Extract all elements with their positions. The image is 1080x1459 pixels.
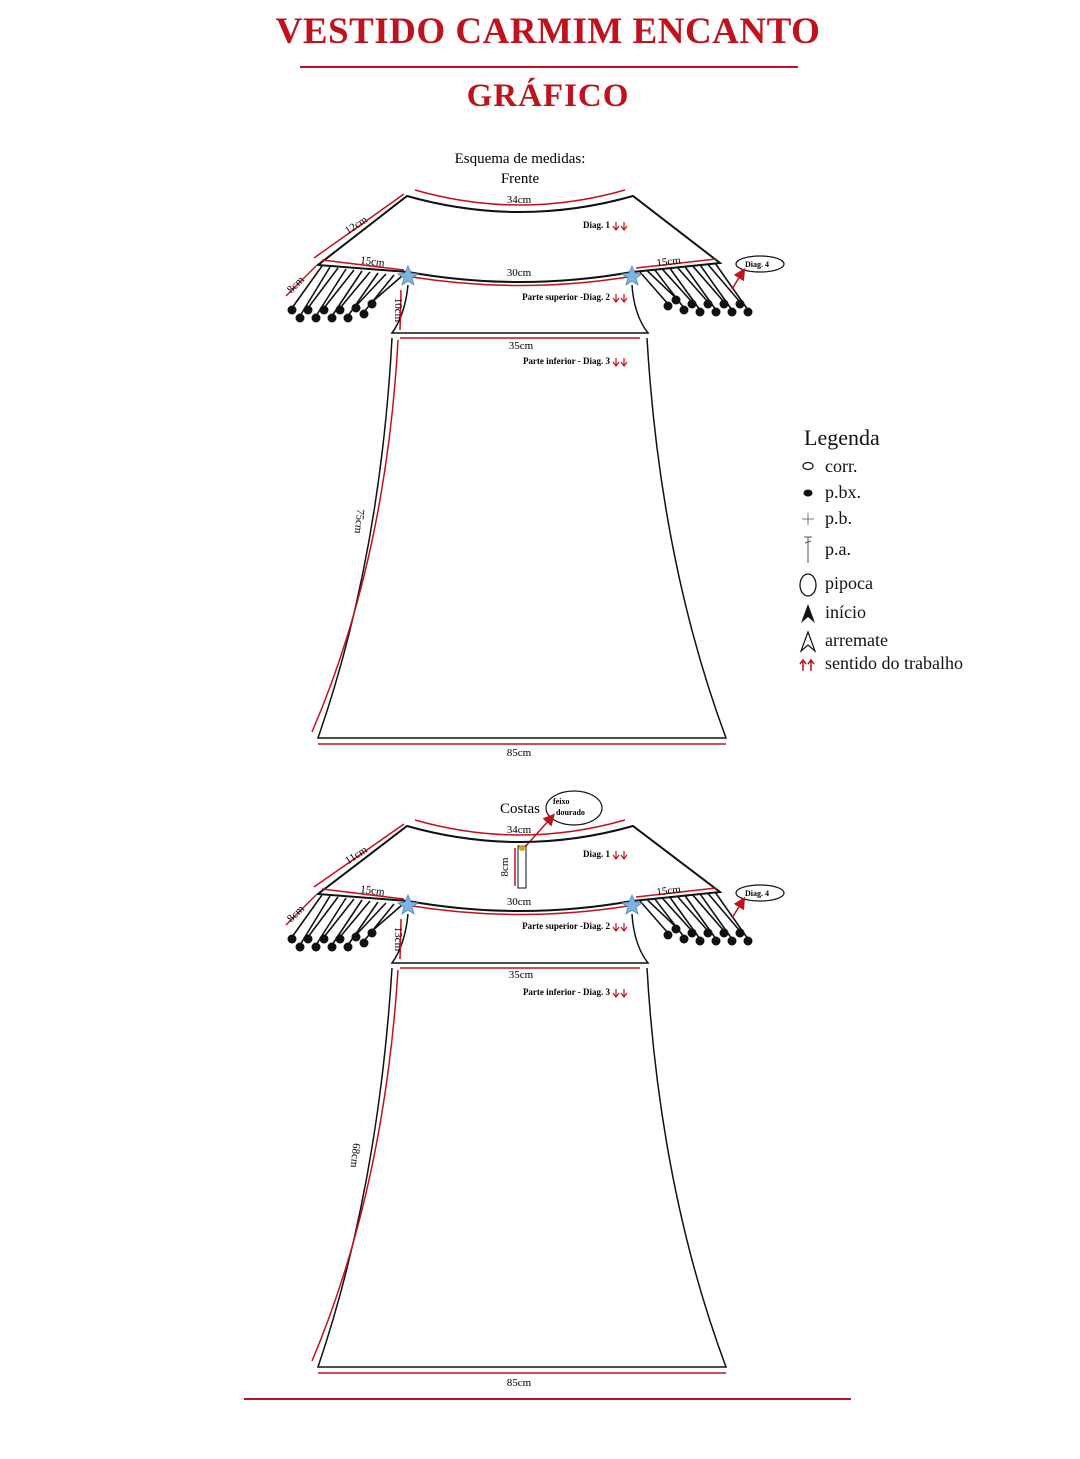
popcorn-bobble <box>288 306 297 315</box>
popcorn-bobble <box>312 943 321 952</box>
start-arrow-icon <box>798 602 820 626</box>
popcorn-bobble <box>328 943 337 952</box>
legend-label-single: p.b. <box>825 508 852 528</box>
back-marker-right <box>622 895 642 914</box>
back-upper-height-label: 13cm <box>392 926 404 952</box>
front-schema <box>285 151 784 759</box>
legend-label-finish: arremate <box>825 630 888 650</box>
popcorn-bobble <box>312 314 321 323</box>
popcorn-bobble <box>712 308 721 317</box>
popcorn-bobble <box>696 937 705 946</box>
popcorn-bobble <box>664 931 673 940</box>
back-skirt-length-label: 68cm <box>347 1142 363 1169</box>
back-opening <box>518 846 526 888</box>
back-waist-label: 35cm <box>508 969 534 981</box>
chain-stitch-icon <box>798 456 820 480</box>
popcorn-bobble <box>680 935 689 944</box>
legend-label-chain: corr. <box>825 456 858 476</box>
back-diag2-label: Parte superior -Diag. 2 <box>522 921 610 931</box>
front-heading: Esquema de medidas: <box>454 151 586 167</box>
back-clasp-label-2: dourado <box>556 808 585 817</box>
popcorn-bobble <box>352 304 361 313</box>
back-marker-left <box>398 895 418 914</box>
front-sleeve-left-label: 15cm <box>359 254 386 270</box>
back-right-sleeve-fringe <box>640 892 753 946</box>
popcorn-bobble <box>680 306 689 315</box>
page-subtitle: GRÁFICO <box>466 78 630 114</box>
back-neck-label: 34cm <box>506 824 532 836</box>
front-marker-right <box>622 266 642 285</box>
popcorn-bobble <box>304 935 313 944</box>
front-left-sleeve-fringe <box>288 266 403 323</box>
popcorn-bobble <box>288 935 297 944</box>
front-shoulder-label: 12cm <box>342 213 370 238</box>
popcorn-bobble <box>320 306 329 315</box>
back-sleeve-depth-label: 8cm <box>284 902 307 925</box>
popcorn-bobble <box>304 306 313 315</box>
popcorn-bobble <box>368 929 377 938</box>
popcorn-bobble <box>296 943 305 952</box>
front-diag1-arrows-icon <box>613 222 627 230</box>
popcorn-bobble <box>368 300 377 309</box>
front-diag4-arrow-icon <box>732 273 742 289</box>
back-view-label: Costas <box>499 801 541 817</box>
back-diag1-label: Diag. 1 <box>583 849 610 859</box>
front-diag2-label: Parte superior -Diag. 2 <box>522 292 610 302</box>
back-shoulder-label: 11cm <box>343 843 370 868</box>
popcorn-bobble <box>320 935 329 944</box>
front-diag1-label: Diag. 1 <box>583 220 610 230</box>
legend-label-double: p.a. <box>825 539 851 559</box>
back-diag2-arrows-icon <box>613 923 627 931</box>
legend-label-direction: sentido do trabalho <box>825 653 963 673</box>
back-diag4-label: Diag. 4 <box>745 889 769 898</box>
legend-title: Legenda <box>804 425 880 450</box>
back-clasp-label-1: feixo <box>553 797 570 806</box>
back-diag1-arrows-icon <box>613 851 627 859</box>
back-hem-label: 85cm <box>506 1377 532 1389</box>
back-skirt-outline <box>318 968 726 1367</box>
back-sleeve-right-label: 15cm <box>655 883 682 899</box>
popcorn-bobble <box>696 308 705 317</box>
popcorn-bobble <box>664 302 673 311</box>
popcorn-bobble <box>352 933 361 942</box>
popcorn-bobble <box>336 306 345 315</box>
front-chest-label: 30cm <box>506 267 532 279</box>
popcorn-bobble <box>728 308 737 317</box>
legend-label-slip: p.bx. <box>825 482 861 502</box>
back-diag3-label: Parte inferior - Diag. 3 <box>522 987 610 997</box>
front-right-sleeve-fringe <box>640 263 753 317</box>
popcorn-bobble <box>728 937 737 946</box>
popcorn-bobble <box>336 935 345 944</box>
legend-label-popcorn: pipoca <box>825 573 873 593</box>
front-diag4-label: Diag. 4 <box>745 260 769 269</box>
double-crochet-icon <box>798 535 820 565</box>
popcorn-bobble <box>360 310 369 319</box>
popcorn-bobble <box>296 314 305 323</box>
front-sleeve-depth-label: 8cm <box>284 273 307 296</box>
popcorn-bobble <box>744 937 753 946</box>
back-opening-label: 8cm <box>499 857 511 877</box>
back-sleeve-left-label: 15cm <box>359 883 386 899</box>
front-diag2-arrows-icon <box>613 294 627 302</box>
front-diag3-arrows-icon <box>613 358 627 366</box>
front-marker-left <box>398 266 418 285</box>
popcorn-bobble <box>712 937 721 946</box>
front-sleeve-right-label: 15cm <box>655 254 682 270</box>
finish-arrow-icon <box>798 630 820 654</box>
front-hem-label: 85cm <box>506 747 532 759</box>
single-crochet-icon <box>798 508 820 532</box>
front-skirt-length-measure <box>312 340 398 732</box>
slip-stitch-icon <box>798 482 820 506</box>
back-chest-label: 30cm <box>506 896 532 908</box>
legend <box>798 425 1038 673</box>
legend-label-start: início <box>825 602 866 622</box>
popcorn-bobble <box>744 308 753 317</box>
popcorn-bobble <box>328 314 337 323</box>
popcorn-bobble <box>344 943 353 952</box>
footer-divider <box>244 1398 851 1400</box>
front-waist-label: 35cm <box>508 340 534 352</box>
back-left-sleeve-fringe <box>288 895 403 952</box>
front-skirt-length-label: 75cm <box>351 508 367 535</box>
front-upper-height-label: 10cm <box>392 297 404 323</box>
back-diag4-arrow-icon <box>732 902 742 918</box>
front-skirt-outline <box>318 338 726 738</box>
direction-arrows-icon <box>798 653 820 677</box>
back-schema <box>285 791 784 1389</box>
popcorn-bobble <box>344 314 353 323</box>
front-diag3-label: Parte inferior - Diag. 3 <box>522 356 610 366</box>
page-title: VESTIDO CARMIM ENCANTO <box>275 11 821 52</box>
front-neck-label: 34cm <box>506 194 532 206</box>
gold-clasp-icon <box>519 845 525 851</box>
back-diag3-arrows-icon <box>613 989 627 997</box>
popcorn-bobble <box>360 939 369 948</box>
front-view-label: Frente <box>500 171 540 187</box>
popcorn-stitch-icon <box>798 571 820 599</box>
